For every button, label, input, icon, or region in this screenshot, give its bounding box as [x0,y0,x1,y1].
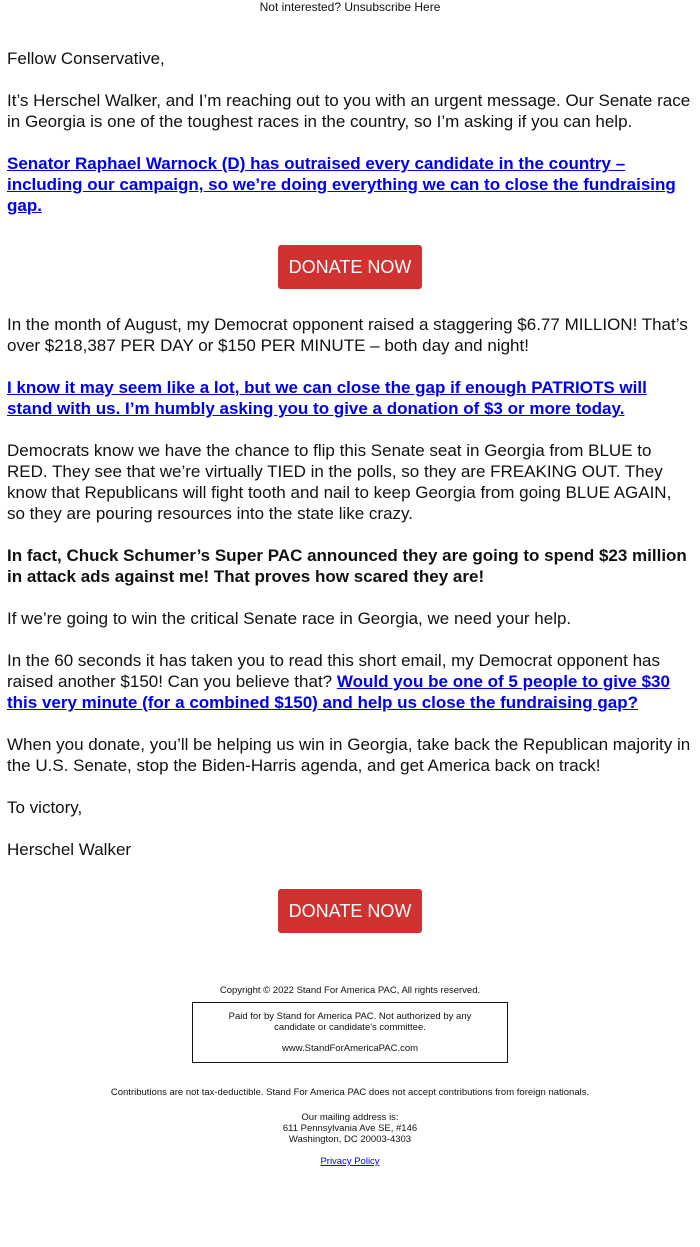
signature: Herschel Walker [7,840,132,859]
intro-paragraph: It’s Herschel Walker, and I’m reaching out to you with an urgent message. Our Senate race in Georgia is one of the toughest races in the country, so I’m asking if you can help. [7,91,691,131]
paid-for-disclaimer-box [192,1002,508,1063]
contributions-notice: Contributions are not tax-deductible. Stand For America PAC does not accept contributions from foreign nationals. [110,1087,590,1098]
sixty-seconds-paragraph [7,650,693,713]
mailing-address-label: Our mailing address is: [301,1112,399,1123]
privacy-policy-link[interactable]: Privacy Policy [320,1156,380,1167]
donate-now-button[interactable]: DONATE NOW [278,245,422,289]
donate-benefits-paragraph: When you donate, you’ll be helping us win in Georgia, take back the Republican majority in the U.S. Senate, stop the Biden-Harris agenda, and get America back on track! [7,735,691,775]
donate-now-button-bottom[interactable]: DONATE NOW [278,889,422,933]
signoff: To victory, [7,798,83,817]
email-body [0,14,700,933]
democrats-paragraph: Democrats know we have the chance to flip this Senate seat in Georgia from BLUE to RED. They see that we’re virtually TIED in the polls, so they are FREAKING OUT. They know that Republicans will fight tooth and nail to keep Georgia from going BLUE AGAIN, so they are pouring resources into the state like crazy. [7,441,672,523]
five-people-donation-link[interactable]: Would you be one of 5 people to give $30 this very minute (for a combined $150) and help us close the fundraising gap? [7,672,670,712]
mailing-address-line2: Washington, DC 20003-4303 [288,1134,412,1145]
win-paragraph: If we’re going to win the critical Senate race in Georgia, we need your help. [7,609,572,628]
greeting: Fellow Conservative, [7,49,165,68]
preheader [0,0,700,14]
close-gap-donation-link[interactable]: I know it may seem like a lot, but we can close the gap if enough PATRIOTS will stand with us. I’m humbly asking you to give a donation of $3 or more today. [7,378,647,418]
sixty-seconds-text: In the 60 seconds it has taken you to read this short email, my Democrat opponent has raised another $150! Can you believe that? [7,651,660,691]
paid-for-text: Paid for by Stand for America PAC. Not authorized by any candidate or candidate's committee. [228,1011,472,1033]
schumer-paragraph: In fact, Chuck Schumer’s Super PAC announced they are going to spend $23 million in attack ads against me! That proves how scared they are! [7,546,687,586]
footer [0,933,700,1167]
mailing-address-line1: 611 Pennsylvania Ave SE, #146 [282,1123,418,1134]
warnock-outraised-link[interactable]: Senator Raphael Warnock (D) has outraised every candidate in the country – including our campaign, so we’re doing everything we can to close the fundraising gap. [7,154,676,215]
unsubscribe-link[interactable]: Not interested? Unsubscribe Here [259,0,441,14]
website-text: www.StandForAmericaPAC.com [281,1043,419,1054]
donate-button-wrap-1 [7,245,693,289]
copyright: Copyright © 2022 Stand For America PAC, All rights reserved. [219,985,481,996]
august-paragraph: In the month of August, my Democrat opponent raised a staggering $6.77 MILLION! That’s over $218,387 PER DAY or $150 PER MINUTE – both day and night! [7,315,688,355]
donate-button-wrap-2 [7,889,693,933]
